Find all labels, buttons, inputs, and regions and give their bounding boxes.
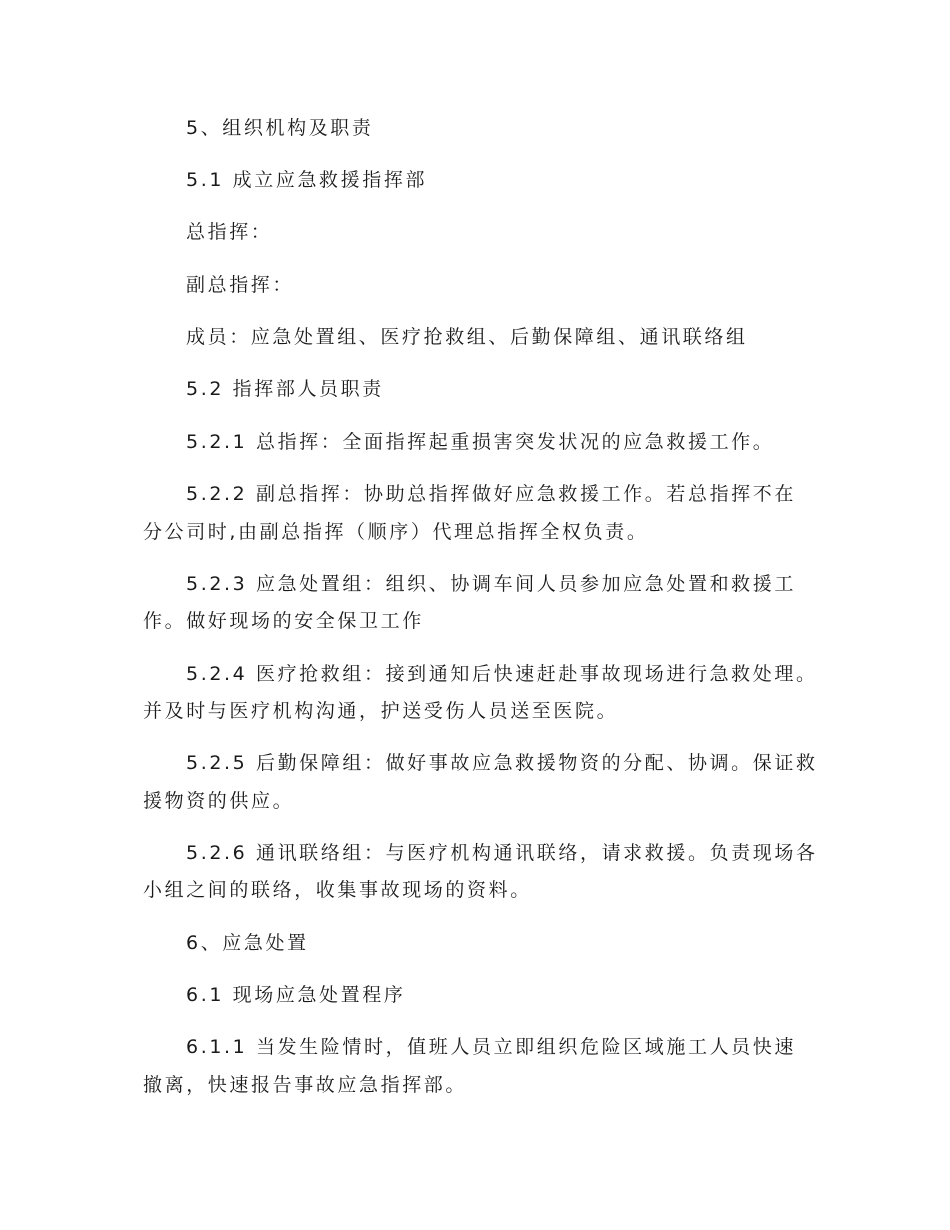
- paragraph-5-2-1: 5.2.1 总指挥：全面指挥起重损害突发状况的应急救援工作。: [186, 431, 775, 453]
- paragraph-5-2-3-line-2: 作。做好现场的安全保卫工作: [143, 610, 424, 632]
- paragraph-5-2-3-line-1: 5.2.3 应急处置组：组织、协调车间人员参加应急处置和救援工: [186, 573, 796, 595]
- section-heading-5-2: 5.2 指挥部人员职责: [186, 378, 384, 400]
- paragraph-5-2-5-line-2: 援物资的供应。: [143, 790, 295, 812]
- paragraph-5-2-2-line-1: 5.2.2 副总指挥：协助总指挥做好应急救援工作。若总指挥不在: [186, 483, 796, 505]
- section-heading-6-1: 6.1 现场应急处置程序: [186, 984, 406, 1006]
- paragraph-5-2-6-line-1: 5.2.6 通讯联络组：与医疗机构通讯联络，请求救援。负责现场各: [186, 842, 818, 864]
- paragraph-6-1-1-line-1: 6.1.1 当发生险情时，值班人员立即组织危险区域施工人员快速: [186, 1036, 796, 1058]
- paragraph-5-2-4-line-2: 并及时与医疗机构沟通，护送受伤人员送至医院。: [143, 700, 619, 722]
- paragraph-5-2-6-line-2: 小组之间的联络，收集事故现场的资料。: [143, 879, 532, 901]
- chief-commander-label: 总指挥：: [186, 221, 273, 243]
- paragraph-5-2-5-line-1: 5.2.5 后勤保障组：做好事故应急救援物资的分配、协调。保证救: [186, 752, 818, 774]
- deputy-commander-label: 副总指挥：: [186, 274, 295, 296]
- paragraph-5-2-4-line-1: 5.2.4 医疗抢救组：接到通知后快速赶赴事故现场进行急救处理。: [186, 663, 818, 685]
- section-heading-5: 5、组织机构及职责: [186, 117, 374, 139]
- paragraph-6-1-1-line-2: 撤离，快速报告事故应急指挥部。: [143, 1074, 468, 1096]
- section-heading-6: 6、应急处置: [186, 932, 309, 954]
- members-line: 成员：应急处置组、医疗抢救组、后勤保障组、通讯联络组: [186, 326, 748, 348]
- paragraph-5-2-2-line-2: 分公司时,由副总指挥（顺序）代理总指挥全权负责。: [143, 521, 649, 543]
- section-heading-5-1: 5.1 成立应急救援指挥部: [186, 169, 428, 191]
